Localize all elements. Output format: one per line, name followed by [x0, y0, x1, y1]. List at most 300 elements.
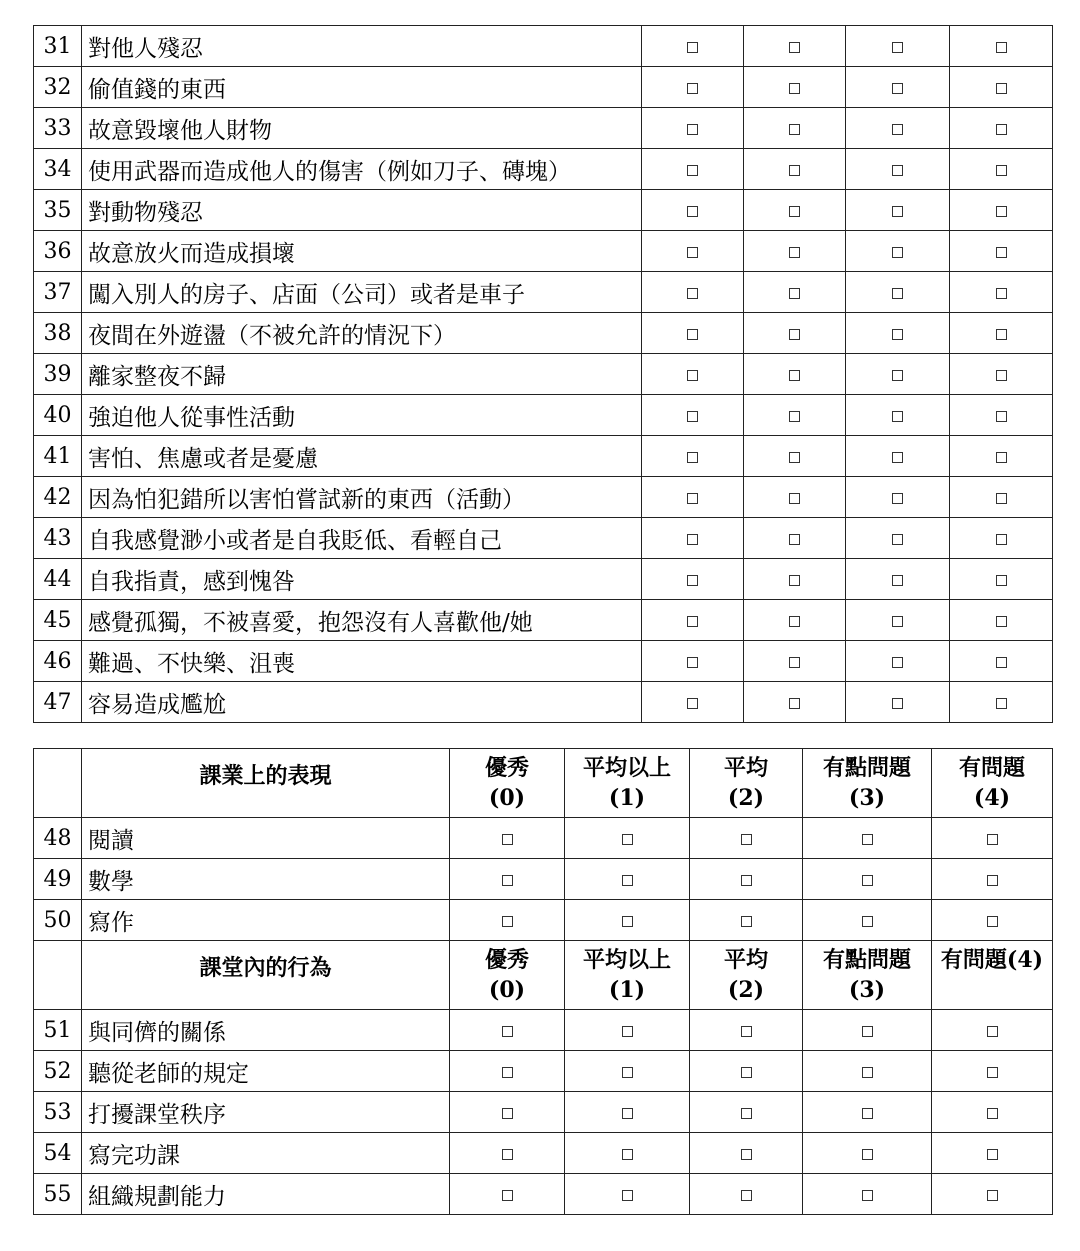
checkbox[interactable]: [996, 124, 1007, 135]
checkbox[interactable]: [622, 1026, 633, 1037]
item-text: 難過、不快樂、沮喪: [82, 641, 642, 682]
behavior-rating-table: [33, 25, 1053, 723]
checkbox[interactable]: [687, 616, 698, 627]
item-number: 48: [34, 818, 82, 859]
checkbox[interactable]: [687, 657, 698, 668]
checkbox-cell: [803, 818, 932, 859]
checkbox-cell: [846, 600, 950, 641]
item-text: 感覺孤獨，不被喜愛，抱怨沒有人喜歡他/她: [82, 600, 642, 641]
rating-option-header: [690, 749, 803, 818]
checkbox[interactable]: [622, 834, 633, 845]
checkbox[interactable]: [996, 329, 1007, 340]
table-row: [34, 108, 1053, 149]
checkbox-cell: [744, 600, 846, 641]
checkbox[interactable]: [892, 370, 903, 381]
rating-option-score: (3): [848, 977, 886, 1003]
item-number: 52: [34, 1051, 82, 1092]
checkbox[interactable]: [892, 575, 903, 586]
checkbox[interactable]: [789, 575, 800, 586]
table-row: [34, 395, 1053, 436]
checkbox[interactable]: [892, 124, 903, 135]
table-row: [34, 1092, 1053, 1133]
checkbox-cell: [642, 190, 744, 231]
item-number: 40: [34, 395, 82, 436]
checkbox[interactable]: [687, 534, 698, 545]
item-text: 數學: [82, 859, 450, 900]
checkbox-cell: [846, 354, 950, 395]
rating-option-label: 有問題: [958, 755, 1025, 781]
checkbox[interactable]: [892, 657, 903, 668]
checkbox-cell: [642, 641, 744, 682]
checkbox[interactable]: [687, 370, 698, 381]
table-row: [34, 477, 1053, 518]
table-row: [34, 26, 1053, 67]
item-text: 與同儕的關係: [82, 1010, 450, 1051]
checkbox[interactable]: [622, 1108, 633, 1119]
checkbox-cell: [450, 1174, 565, 1215]
checkbox[interactable]: [892, 698, 903, 709]
checkbox[interactable]: [741, 834, 752, 845]
checkbox[interactable]: [862, 1067, 873, 1078]
checkbox[interactable]: [987, 875, 998, 886]
checkbox[interactable]: [987, 1108, 998, 1119]
item-number: 33: [34, 108, 82, 149]
checkbox[interactable]: [687, 124, 698, 135]
rating-option-label: 優秀: [484, 755, 529, 781]
checkbox[interactable]: [789, 493, 800, 504]
checkbox[interactable]: [892, 452, 903, 463]
checkbox[interactable]: [892, 616, 903, 627]
rating-option-score: (1): [608, 785, 646, 811]
checkbox-cell: [642, 354, 744, 395]
checkbox[interactable]: [789, 452, 800, 463]
checkbox-cell: [642, 436, 744, 477]
checkbox[interactable]: [687, 411, 698, 422]
checkbox-cell: [642, 67, 744, 108]
item-number: 44: [34, 559, 82, 600]
item-text: 故意放火而造成損壞: [82, 231, 642, 272]
checkbox[interactable]: [862, 875, 873, 886]
rating-option-score: [932, 975, 1052, 1005]
checkbox[interactable]: [502, 916, 513, 927]
rating-option-label: 平均以上: [582, 947, 671, 973]
checkbox[interactable]: [687, 698, 698, 709]
checkbox-cell: [950, 559, 1053, 600]
checkbox[interactable]: [741, 1108, 752, 1119]
item-text: 閱讀: [82, 818, 450, 859]
rating-option-label: 優秀: [484, 947, 529, 973]
checkbox[interactable]: [862, 1108, 873, 1119]
checkbox-cell: [932, 1092, 1053, 1133]
checkbox-cell: [932, 1133, 1053, 1174]
checkbox[interactable]: [687, 329, 698, 340]
checkbox-cell: [846, 641, 950, 682]
rating-option-score: (0): [488, 977, 526, 1003]
checkbox[interactable]: [789, 698, 800, 709]
checkbox-cell: [744, 108, 846, 149]
checkbox-cell: [846, 436, 950, 477]
checkbox-cell: [846, 477, 950, 518]
table-row: [34, 231, 1053, 272]
checkbox-cell: [642, 313, 744, 354]
checkbox-cell: [846, 67, 950, 108]
checkbox[interactable]: [862, 916, 873, 927]
checkbox-cell: [565, 900, 690, 941]
checkbox[interactable]: [502, 1149, 513, 1160]
checkbox-cell: [744, 559, 846, 600]
table-row: [34, 1133, 1053, 1174]
checkbox[interactable]: [687, 493, 698, 504]
item-number: 47: [34, 682, 82, 723]
checkbox[interactable]: [502, 1026, 513, 1037]
table-row: [34, 190, 1053, 231]
item-number: 46: [34, 641, 82, 682]
table-row: [34, 436, 1053, 477]
item-number: 41: [34, 436, 82, 477]
checkbox-cell: [744, 477, 846, 518]
checkbox[interactable]: [687, 288, 698, 299]
checkbox-cell: [744, 518, 846, 559]
checkbox[interactable]: [892, 329, 903, 340]
checkbox-cell: [744, 682, 846, 723]
rating-option-label: 有點問題: [822, 947, 911, 973]
checkbox-cell: [744, 190, 846, 231]
checkbox-cell: [932, 1174, 1053, 1215]
rating-option-label: 平均: [723, 947, 768, 973]
checkbox-cell: [950, 231, 1053, 272]
checkbox[interactable]: [996, 616, 1007, 627]
item-text: 容易造成尷尬: [82, 682, 642, 723]
checkbox-cell: [950, 190, 1053, 231]
checkbox-cell: [565, 1092, 690, 1133]
rating-option-header: [565, 749, 690, 818]
item-number: 36: [34, 231, 82, 272]
checkbox-cell: [565, 1010, 690, 1051]
checkbox-cell: [803, 1174, 932, 1215]
checkbox[interactable]: [687, 83, 698, 94]
checkbox[interactable]: [996, 411, 1007, 422]
classroom-section-title: 課堂內的行為: [82, 941, 450, 1010]
table-row: [34, 1010, 1053, 1051]
checkbox-cell: [846, 108, 950, 149]
checkbox[interactable]: [987, 1067, 998, 1078]
checkbox[interactable]: [687, 165, 698, 176]
header-blank: [34, 749, 82, 818]
table-row: [34, 641, 1053, 682]
checkbox[interactable]: [502, 1067, 513, 1078]
checkbox[interactable]: [996, 493, 1007, 504]
checkbox-cell: [932, 1010, 1053, 1051]
rating-option-score: (2): [727, 785, 765, 811]
checkbox[interactable]: [502, 875, 513, 886]
item-text: 強迫他人從事性活動: [82, 395, 642, 436]
item-number: 31: [34, 26, 82, 67]
table-row: [34, 354, 1053, 395]
checkbox-cell: [642, 477, 744, 518]
checkbox[interactable]: [987, 1026, 998, 1037]
checkbox[interactable]: [741, 1190, 752, 1201]
table-row: [34, 600, 1053, 641]
table-row: [34, 682, 1053, 723]
item-number: 50: [34, 900, 82, 941]
checkbox-cell: [744, 354, 846, 395]
item-text: 寫作: [82, 900, 450, 941]
rating-option-label: 平均: [723, 755, 768, 781]
rating-option-score: (2): [727, 977, 765, 1003]
item-number: 53: [34, 1092, 82, 1133]
checkbox-cell: [744, 395, 846, 436]
checkbox-cell: [690, 1051, 803, 1092]
rating-option-score: (4): [973, 785, 1011, 811]
item-text: 自我感覺渺小或者是自我貶低、看輕自己: [82, 518, 642, 559]
checkbox-cell: [803, 1133, 932, 1174]
checkbox-cell: [950, 395, 1053, 436]
checkbox[interactable]: [687, 452, 698, 463]
table-row: [34, 1174, 1053, 1215]
checkbox[interactable]: [789, 288, 800, 299]
item-text: 夜間在外遊盪（不被允許的情況下）: [82, 313, 642, 354]
item-text: 聽從老師的規定: [82, 1051, 450, 1092]
checkbox-cell: [642, 559, 744, 600]
checkbox-cell: [744, 313, 846, 354]
checkbox-cell: [950, 518, 1053, 559]
checkbox[interactable]: [622, 916, 633, 927]
checkbox-cell: [565, 1051, 690, 1092]
checkbox-cell: [744, 67, 846, 108]
checkbox[interactable]: [987, 1190, 998, 1201]
checkbox-cell: [690, 818, 803, 859]
checkbox-cell: [450, 1010, 565, 1051]
item-text: 對動物殘忍: [82, 190, 642, 231]
checkbox[interactable]: [789, 247, 800, 258]
checkbox[interactable]: [502, 1190, 513, 1201]
item-number: 38: [34, 313, 82, 354]
rating-option-header: [450, 941, 565, 1010]
checkbox-cell: [932, 818, 1053, 859]
checkbox[interactable]: [892, 206, 903, 217]
table-row: [34, 272, 1053, 313]
checkbox-cell: [565, 859, 690, 900]
checkbox-cell: [690, 1092, 803, 1133]
checkbox[interactable]: [622, 875, 633, 886]
checkbox[interactable]: [996, 165, 1007, 176]
checkbox[interactable]: [892, 165, 903, 176]
table-row: [34, 313, 1053, 354]
checkbox[interactable]: [862, 834, 873, 845]
academic-section-title: 課業上的表現: [82, 749, 450, 818]
checkbox[interactable]: [862, 1026, 873, 1037]
checkbox-cell: [950, 272, 1053, 313]
checkbox-cell: [450, 818, 565, 859]
rating-option-label: 平均以上: [582, 755, 671, 781]
item-text: 離家整夜不歸: [82, 354, 642, 395]
checkbox-cell: [690, 859, 803, 900]
checkbox-cell: [932, 900, 1053, 941]
checkbox[interactable]: [892, 411, 903, 422]
checkbox-cell: [950, 682, 1053, 723]
checkbox-cell: [642, 682, 744, 723]
checkbox-cell: [744, 26, 846, 67]
checkbox[interactable]: [996, 247, 1007, 258]
checkbox[interactable]: [996, 657, 1007, 668]
checkbox-cell: [744, 149, 846, 190]
checkbox-cell: [642, 600, 744, 641]
item-number: 35: [34, 190, 82, 231]
checkbox-cell: [565, 818, 690, 859]
item-number: 55: [34, 1174, 82, 1215]
checkbox[interactable]: [741, 1026, 752, 1037]
item-text: 害怕、焦慮或者是憂慮: [82, 436, 642, 477]
checkbox-cell: [846, 231, 950, 272]
checkbox[interactable]: [996, 698, 1007, 709]
checkbox-cell: [565, 1133, 690, 1174]
checkbox[interactable]: [892, 247, 903, 258]
rating-option-header: [932, 941, 1053, 1010]
checkbox[interactable]: [996, 288, 1007, 299]
checkbox[interactable]: [789, 616, 800, 627]
item-text: 對他人殘忍: [82, 26, 642, 67]
rating-option-header: [803, 749, 932, 818]
rating-option-header: [803, 941, 932, 1010]
checkbox[interactable]: [892, 288, 903, 299]
checkbox[interactable]: [996, 452, 1007, 463]
checkbox[interactable]: [892, 42, 903, 53]
item-number: 54: [34, 1133, 82, 1174]
item-number: 45: [34, 600, 82, 641]
checkbox[interactable]: [789, 657, 800, 668]
checkbox-cell: [846, 559, 950, 600]
checkbox[interactable]: [996, 370, 1007, 381]
table-row: [34, 559, 1053, 600]
checkbox-cell: [950, 436, 1053, 477]
item-number: 42: [34, 477, 82, 518]
checkbox[interactable]: [789, 165, 800, 176]
checkbox[interactable]: [789, 42, 800, 53]
rating-option-label: 有問題(4): [940, 947, 1044, 973]
checkbox-cell: [642, 108, 744, 149]
item-number: 49: [34, 859, 82, 900]
checkbox[interactable]: [789, 83, 800, 94]
checkbox[interactable]: [622, 1149, 633, 1160]
item-text: 偷值錢的東西: [82, 67, 642, 108]
checkbox[interactable]: [862, 1190, 873, 1201]
checkbox[interactable]: [987, 916, 998, 927]
checkbox[interactable]: [789, 329, 800, 340]
rating-option-score: (3): [848, 785, 886, 811]
checkbox[interactable]: [687, 206, 698, 217]
item-text: 因為怕犯錯所以害怕嘗試新的東西（活動）: [82, 477, 642, 518]
checkbox-cell: [846, 26, 950, 67]
checkbox-cell: [744, 436, 846, 477]
checkbox[interactable]: [862, 1149, 873, 1160]
checkbox-cell: [846, 395, 950, 436]
checkbox-cell: [803, 1010, 932, 1051]
checkbox[interactable]: [687, 247, 698, 258]
checkbox[interactable]: [622, 1190, 633, 1201]
checkbox[interactable]: [622, 1067, 633, 1078]
checkbox[interactable]: [687, 42, 698, 53]
academic-header-row: [34, 749, 1053, 818]
table-row: [34, 518, 1053, 559]
checkbox-cell: [642, 518, 744, 559]
checkbox[interactable]: [502, 834, 513, 845]
checkbox-cell: [450, 1051, 565, 1092]
item-number: 43: [34, 518, 82, 559]
header-blank: [34, 941, 82, 1010]
checkbox[interactable]: [996, 83, 1007, 94]
rating-option-header: [690, 941, 803, 1010]
checkbox-cell: [642, 149, 744, 190]
checkbox[interactable]: [987, 1149, 998, 1160]
checkbox[interactable]: [741, 1149, 752, 1160]
checkbox[interactable]: [892, 534, 903, 545]
checkbox-cell: [846, 313, 950, 354]
item-number: 51: [34, 1010, 82, 1051]
checkbox[interactable]: [789, 534, 800, 545]
checkbox-cell: [950, 26, 1053, 67]
checkbox-cell: [744, 641, 846, 682]
checkbox[interactable]: [687, 575, 698, 586]
table-row: [34, 149, 1053, 190]
checkbox[interactable]: [892, 83, 903, 94]
school-performance-table: [33, 748, 1053, 1215]
rating-option-score: (0): [488, 785, 526, 811]
item-number: 37: [34, 272, 82, 313]
checkbox-cell: [803, 859, 932, 900]
table-row: [34, 1051, 1053, 1092]
checkbox[interactable]: [741, 1067, 752, 1078]
checkbox[interactable]: [502, 1108, 513, 1119]
item-text: 自我指責，感到愧咎: [82, 559, 642, 600]
checkbox-cell: [950, 600, 1053, 641]
checkbox[interactable]: [741, 875, 752, 886]
checkbox-cell: [932, 1051, 1053, 1092]
checkbox[interactable]: [996, 534, 1007, 545]
rating-option-header: [932, 749, 1053, 818]
checkbox-cell: [690, 1174, 803, 1215]
checkbox[interactable]: [996, 42, 1007, 53]
checkbox-cell: [450, 1133, 565, 1174]
item-number: 34: [34, 149, 82, 190]
checkbox-cell: [690, 1010, 803, 1051]
checkbox[interactable]: [789, 124, 800, 135]
checkbox[interactable]: [996, 575, 1007, 586]
checkbox[interactable]: [741, 916, 752, 927]
checkbox[interactable]: [892, 493, 903, 504]
rating-option-header: [450, 749, 565, 818]
checkbox-cell: [565, 1174, 690, 1215]
checkbox-cell: [846, 149, 950, 190]
checkbox[interactable]: [789, 411, 800, 422]
checkbox-cell: [803, 1051, 932, 1092]
item-text: 故意毀壞他人財物: [82, 108, 642, 149]
checkbox-cell: [950, 354, 1053, 395]
checkbox[interactable]: [789, 370, 800, 381]
table-row: [34, 818, 1053, 859]
checkbox-cell: [450, 859, 565, 900]
table-row: [34, 859, 1053, 900]
checkbox-cell: [450, 1092, 565, 1133]
item-number: 32: [34, 67, 82, 108]
checkbox[interactable]: [789, 206, 800, 217]
checkbox-cell: [950, 149, 1053, 190]
item-text: 寫完功課: [82, 1133, 450, 1174]
item-number: 39: [34, 354, 82, 395]
checkbox-cell: [642, 272, 744, 313]
checkbox[interactable]: [987, 834, 998, 845]
checkbox-cell: [642, 395, 744, 436]
checkbox[interactable]: [996, 206, 1007, 217]
